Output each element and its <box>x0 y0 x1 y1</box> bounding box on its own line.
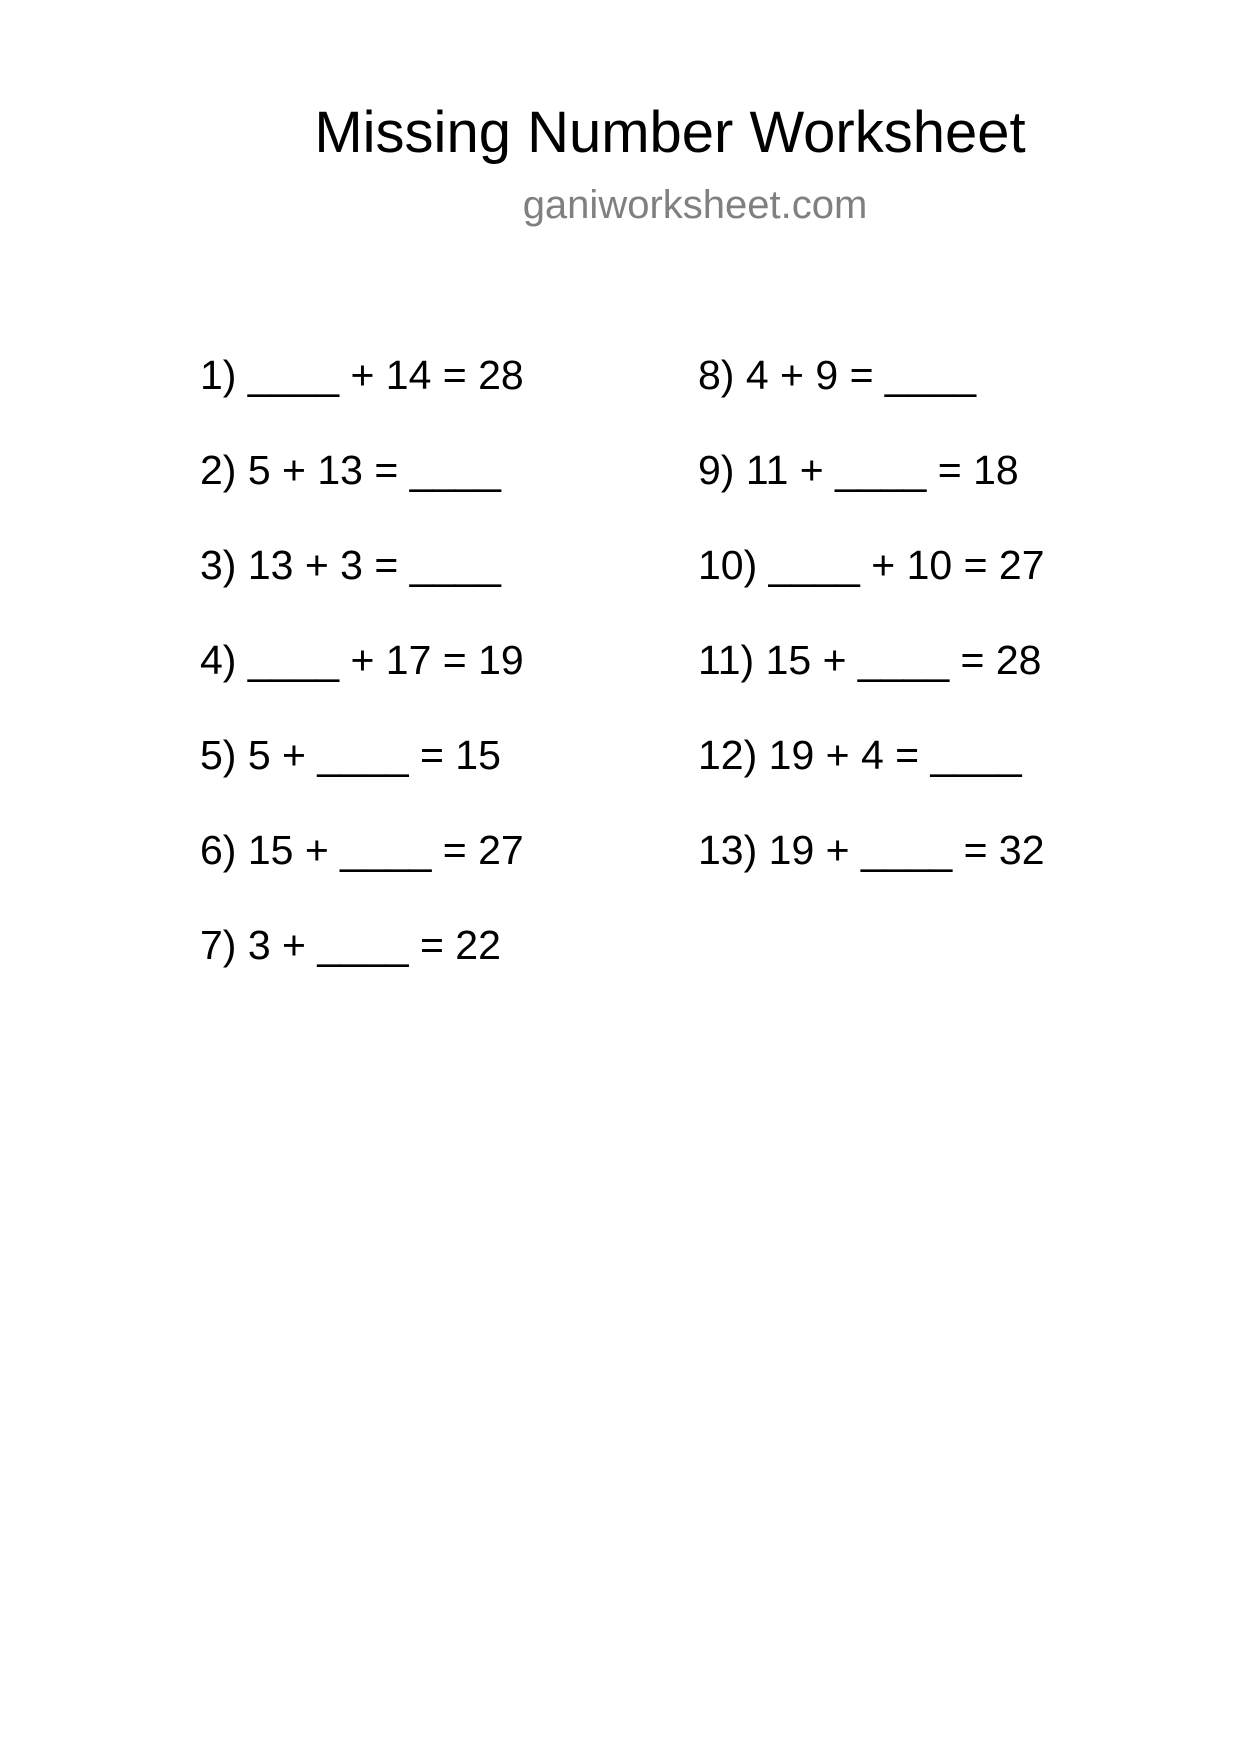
problem-9: 9) 11 + ____ = 18 <box>698 447 1019 493</box>
problem-3: 3) 13 + 3 = ____ <box>200 542 501 588</box>
problems-column-right <box>698 345 1045 915</box>
problem-5: 5) 5 + ____ = 15 <box>200 732 501 778</box>
website-subtitle: ganiworksheet.com <box>522 183 868 227</box>
problem-12: 12) 19 + 4 = ____ <box>698 732 1022 778</box>
problem-13: 13) 19 + ____ = 32 <box>698 827 1045 873</box>
problem-6: 6) 15 + ____ = 27 <box>200 827 524 873</box>
problem-11: 11) 15 + ____ = 28 <box>698 637 1042 683</box>
problem-8: 8) 4 + 9 = ____ <box>698 352 977 398</box>
problem-2: 2) 5 + 13 = ____ <box>200 447 501 493</box>
problem-10: 10) ____ + 10 = 27 <box>698 542 1045 588</box>
problem-7: 7) 3 + ____ = 22 <box>200 922 501 968</box>
problems-column-left <box>200 345 524 1010</box>
worksheet-title: Missing Number Worksheet <box>314 100 1026 165</box>
problem-4: 4) ____ + 17 = 19 <box>200 637 524 683</box>
problem-1: 1) ____ + 14 = 28 <box>200 352 524 398</box>
